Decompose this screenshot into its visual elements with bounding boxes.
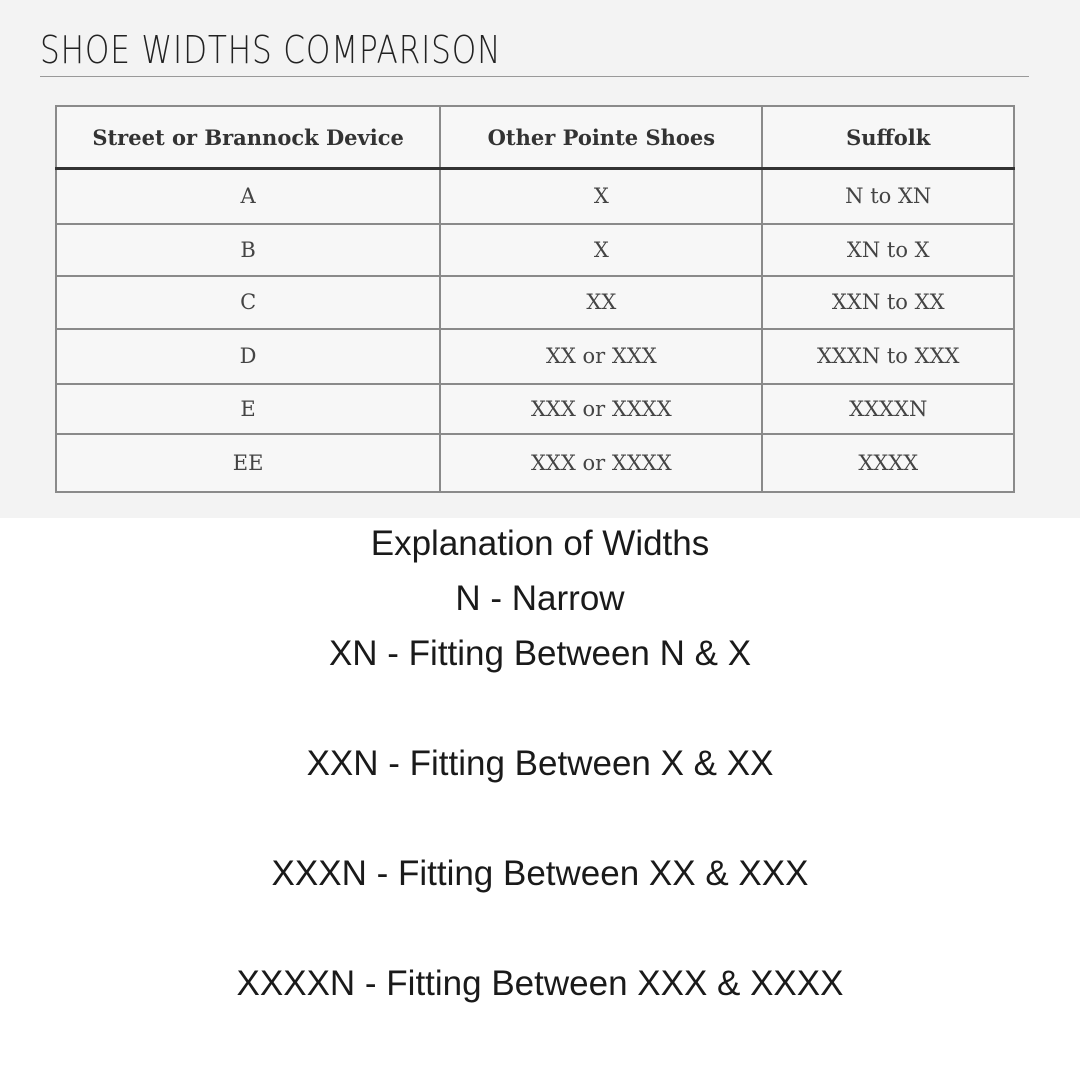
cell: XX or XXX (440, 329, 762, 384)
cell: A (56, 169, 440, 224)
width-comparison-table (55, 105, 1015, 493)
cell: X (440, 224, 762, 276)
explanation-line: XXXXN - Fitting Between XXX & XXXX (236, 964, 844, 1003)
header-street: Street or Brannock Device (56, 106, 440, 169)
cell: XXXX (762, 434, 1014, 492)
header-other-pointe: Other Pointe Shoes (440, 106, 762, 169)
table-row (56, 384, 1014, 434)
explanation-line: XXN - Fitting Between X & XX (306, 744, 774, 783)
table-row (56, 169, 1014, 224)
table-row (56, 224, 1014, 276)
explanation-line: XXXN - Fitting Between XX & XXX (271, 854, 809, 893)
cell: XXXXN (762, 384, 1014, 434)
cell: C (56, 276, 440, 329)
cell: XXX or XXXX (440, 384, 762, 434)
title-divider (40, 76, 1029, 77)
explanation-heading: Explanation of Widths (370, 524, 710, 563)
header-suffolk: Suffolk (762, 106, 1014, 169)
page-title: SHOE WIDTHS COMPARISON (40, 28, 502, 72)
cell: XXXN to XXX (762, 329, 1014, 384)
table-row (56, 276, 1014, 329)
cell: EE (56, 434, 440, 492)
table-row (56, 329, 1014, 384)
cell: XXN to XX (762, 276, 1014, 329)
cell: D (56, 329, 440, 384)
table-header-row (56, 106, 1014, 169)
cell: XN to X (762, 224, 1014, 276)
table-row (56, 434, 1014, 492)
cell: N to XN (762, 169, 1014, 224)
cell: E (56, 384, 440, 434)
explanation-line: XN - Fitting Between N & X (328, 634, 752, 673)
cell: B (56, 224, 440, 276)
explanation-line: N - Narrow (455, 579, 625, 618)
cell: XX (440, 276, 762, 329)
cell: X (440, 169, 762, 224)
cell: XXX or XXXX (440, 434, 762, 492)
